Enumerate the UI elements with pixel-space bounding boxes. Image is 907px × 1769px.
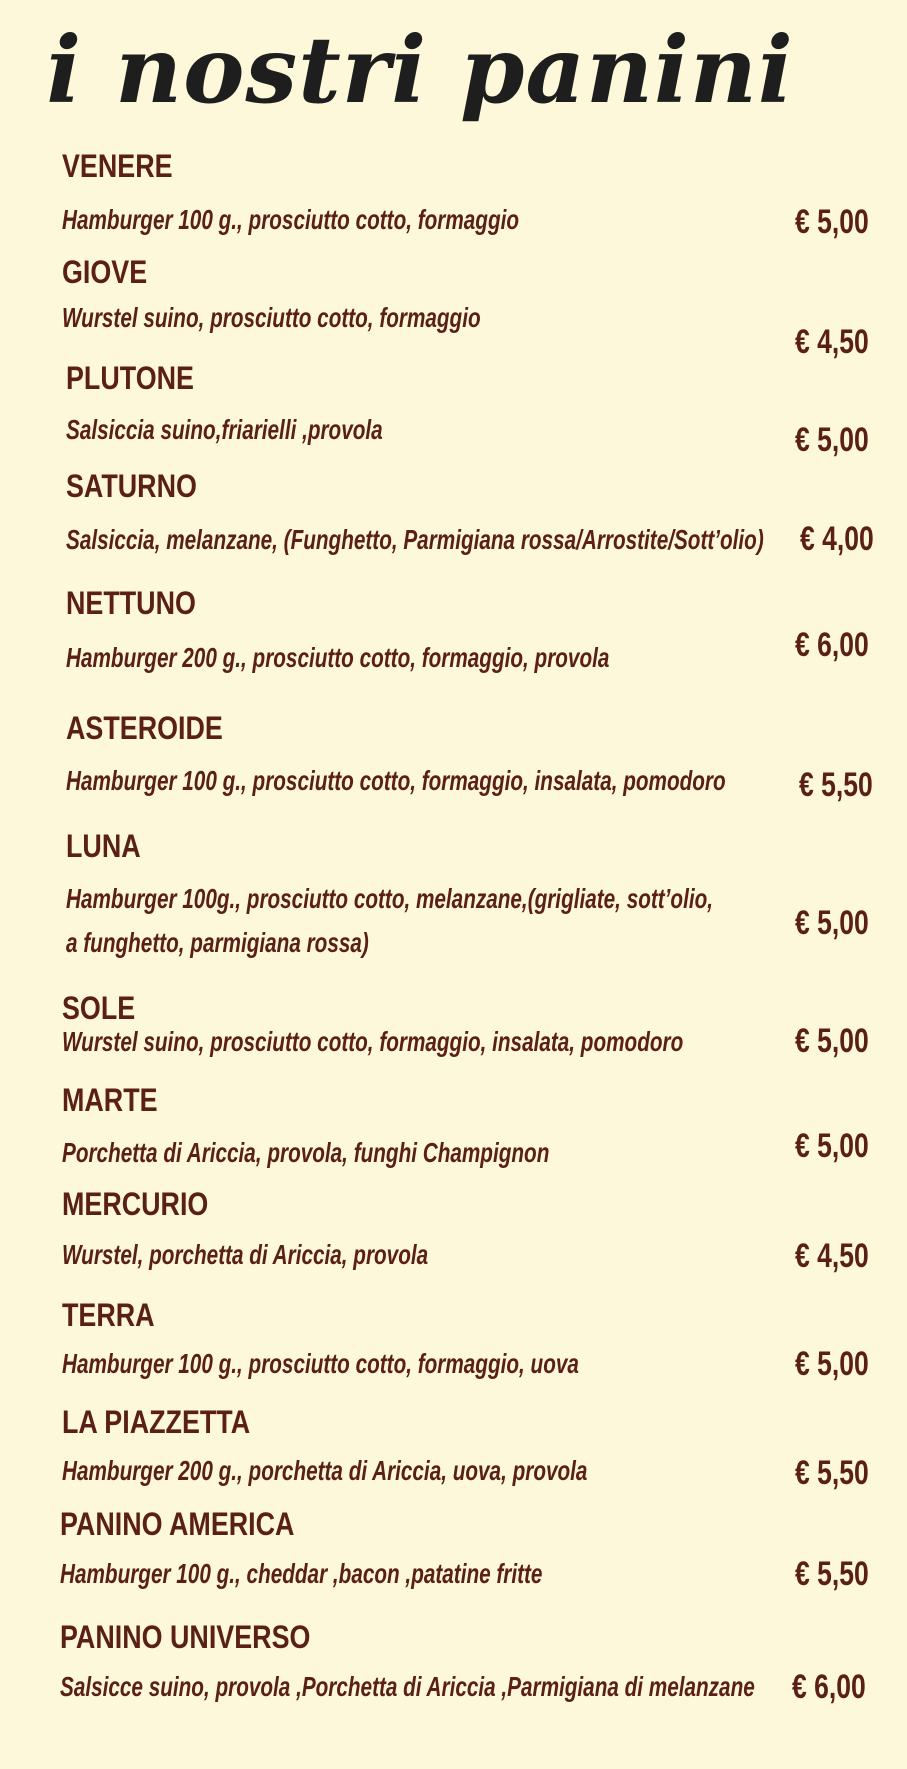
item-description: Hamburger 200 g., prosciutto cotto, formaggio, provola: [66, 642, 610, 673]
item-name: MARTE: [62, 1082, 158, 1118]
item-price: € 4,00: [800, 520, 874, 558]
item-description: Salsicce suino, provola ,Porchetta di Ariccia ,Parmigiana di melanzane: [60, 1671, 755, 1702]
item-price: € 5,00: [795, 421, 869, 459]
item-description: Wurstel, porchetta di Ariccia, provola: [62, 1239, 429, 1270]
item-price: € 5,00: [795, 904, 869, 942]
item-name: TERRA: [62, 1297, 155, 1333]
item-price: € 4,50: [795, 1237, 869, 1275]
item-name: SOLE: [62, 990, 136, 1026]
item-description: Hamburger 100 g., prosciutto cotto, formaggio, insalata, pomodoro: [66, 765, 726, 796]
item-description: Porchetta di Ariccia, provola, funghi Champignon: [62, 1137, 550, 1168]
item-name: PANINO AMERICA: [60, 1506, 295, 1542]
item-name: NETTUNO: [66, 585, 196, 621]
item-price: € 5,00: [795, 1022, 869, 1060]
item-name: GIOVE: [62, 254, 148, 290]
item-description: a funghetto, parmigiana rossa): [66, 927, 369, 958]
item-price: € 5,50: [795, 1555, 869, 1593]
item-name: PANINO UNIVERSO: [60, 1619, 311, 1655]
item-description: Hamburger 100 g., prosciutto cotto, formaggio: [62, 204, 520, 235]
menu-title: i nostri panini: [46, 16, 794, 124]
item-description: Wurstel suino, prosciutto cotto, formaggio: [62, 302, 481, 333]
item-name: SATURNO: [66, 468, 197, 504]
item-price: € 5,00: [795, 1345, 869, 1383]
item-description: Wurstel suino, prosciutto cotto, formaggio, insalata, pomodoro: [62, 1026, 684, 1057]
item-name: LA PIAZZETTA: [62, 1404, 251, 1440]
item-price: € 6,00: [795, 626, 869, 664]
item-price: € 4,50: [795, 323, 869, 361]
item-price: € 5,50: [799, 766, 873, 804]
item-name: MERCURIO: [62, 1186, 209, 1222]
item-name: VENERE: [62, 148, 173, 184]
item-price: € 5,00: [795, 203, 869, 241]
item-description: Hamburger 200 g., porchetta di Ariccia, uova, provola: [62, 1455, 588, 1486]
item-description: Salsiccia suino,friarielli ,provola: [66, 414, 383, 445]
item-price: € 5,00: [795, 1127, 869, 1165]
item-price: € 6,00: [792, 1668, 866, 1706]
item-description: Hamburger 100 g., prosciutto cotto, formaggio, uova: [62, 1348, 579, 1379]
item-description: Hamburger 100g., prosciutto cotto, melanzane,(grigliate, sott’olio,: [66, 883, 714, 914]
item-name: PLUTONE: [66, 360, 194, 396]
item-name: ASTEROIDE: [66, 710, 223, 746]
item-description: Hamburger 100 g., cheddar ,bacon ,patatine fritte: [60, 1558, 543, 1589]
item-description: Salsiccia, melanzane, (Funghetto, Parmigiana rossa/Arrostite/Sott’olio): [66, 524, 764, 555]
item-price: € 5,50: [795, 1454, 869, 1492]
item-name: LUNA: [66, 828, 141, 864]
